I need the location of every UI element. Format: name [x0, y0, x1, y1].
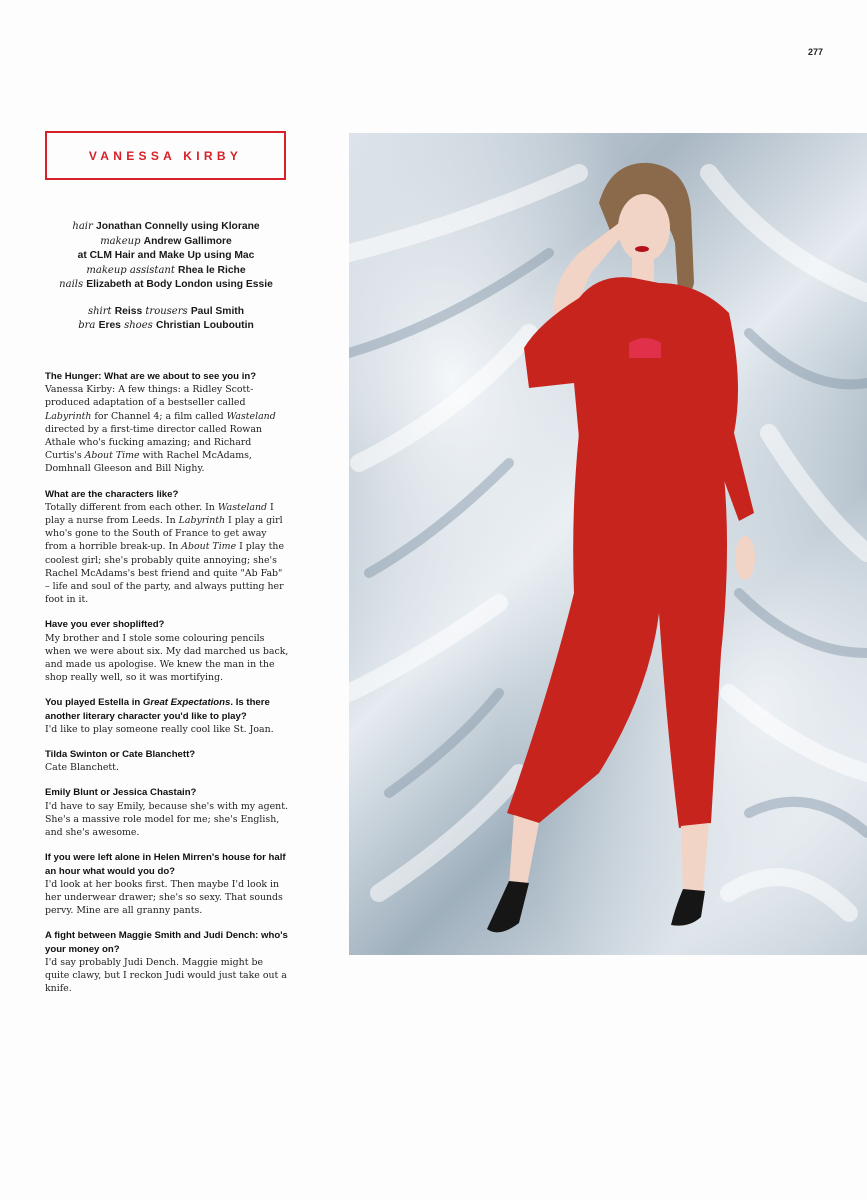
question-segment: . Is there another literary character you'd like to play?: [45, 697, 270, 722]
credit-name: Jonathan Connelly using Klorane: [95, 221, 260, 232]
question: A fight between Maggie Smith and Judi Dench: who's your money on?: [45, 930, 288, 955]
qa-item: [45, 786, 290, 839]
credit-name: Christian Louboutin: [155, 320, 254, 331]
answer-segment: directed by a first-time director called Rowan Athale who's fucking amazing; and Richard Curtis's: [45, 423, 262, 462]
interview-text: [45, 370, 290, 1007]
answer-segment: Cate Blanchett.: [45, 762, 119, 774]
answer-segment: Vanessa Kirby: A few things: a Ridley Scott-produced adaptation of a bestseller called: [45, 384, 254, 409]
qa-item: [45, 488, 290, 607]
credit-role: shirt: [87, 305, 112, 317]
credit-name: Elizabeth at Body London using Essie: [86, 279, 273, 290]
satin-fold: [359, 333, 529, 463]
credit-line: [45, 319, 287, 334]
portrait-photo: [349, 133, 867, 955]
bra: [629, 338, 661, 358]
answer-segment: for Channel 4; a film called: [91, 410, 227, 422]
credit-role: bra: [78, 320, 96, 331]
credit-line: [45, 220, 287, 235]
credit-line: [45, 305, 287, 320]
credit-name: at CLM Hair and Make Up using Mac: [77, 250, 255, 261]
answer-segment: I play the coolest girl; she's probably quite annoying; she's Rachel McAdams's best friend and quite "Ab Fab" – life and soul of the party, and always putting her foot in it.: [45, 541, 285, 606]
answer-segment: I play a nurse from Leeds. In: [45, 501, 274, 527]
answer: [45, 723, 290, 736]
name-box: [45, 131, 286, 180]
answer-segment: Totally different from each other. In: [45, 501, 218, 513]
wardrobe-credits: [45, 305, 287, 334]
question-segment: Great Expectations: [142, 697, 231, 709]
right-ankle: [681, 823, 709, 893]
satin-shadow: [739, 593, 867, 653]
qa-item: [45, 748, 290, 774]
credit-role: hair: [72, 221, 93, 232]
satin-fold: [349, 173, 579, 253]
answer-segment: Wasteland: [226, 410, 276, 422]
satin-fold: [729, 693, 867, 773]
answer-segment: I'd say probably Judi Dench. Maggie might be quite clawy, but I reckon Judi would just take out a knife.: [45, 956, 287, 995]
qa-item: [45, 618, 290, 684]
answer-segment: I'd like to play someone really cool like St. Joan.: [45, 723, 274, 735]
portrait-illustration: [349, 133, 867, 955]
photo-credits: [45, 220, 287, 334]
right-shoe: [671, 889, 705, 926]
question: [45, 696, 290, 722]
answer-segment: Labyrinth: [45, 410, 92, 422]
lips: [635, 246, 649, 252]
credit-line: [45, 249, 287, 264]
answer-segment: About Time: [181, 541, 237, 553]
credit-name: Andrew Gallimore: [143, 235, 232, 247]
answer: [45, 501, 290, 607]
page-number: 277: [808, 47, 824, 57]
hand: [735, 536, 755, 580]
credit-role: makeup assistant: [86, 264, 175, 276]
answer: [45, 956, 290, 996]
red-trousers: [507, 433, 727, 828]
credit-name: Eres: [98, 320, 121, 331]
credit-role: trousers: [145, 305, 188, 317]
answer: [45, 800, 290, 840]
credit-line: [45, 264, 287, 279]
credit-name: Paul Smith: [190, 305, 245, 317]
question-segment: You played Estella in: [45, 697, 143, 709]
answer: [45, 632, 290, 685]
satin-fold: [729, 877, 849, 913]
answer-segment: I'd look at her books first. Then maybe I'd look in her underwear drawer; she's so sexy. That sounds pervy. Mine are all granny pants.: [45, 878, 283, 917]
answer: [45, 761, 290, 774]
question: If you were left alone in Helen Mirren's house for half an hour what would you do?: [45, 852, 286, 877]
qa-item: [45, 370, 290, 476]
question: Emily Blunt or Jessica Chastain?: [45, 787, 197, 799]
satin-fold: [349, 603, 499, 693]
credit-line: [45, 235, 287, 250]
credit-line: [45, 278, 287, 293]
left-ankle: [509, 815, 539, 885]
answer: [45, 878, 290, 918]
satin-shadow: [749, 802, 867, 833]
qa-item: [45, 929, 290, 995]
left-shoe: [487, 881, 529, 932]
satin-fold: [769, 433, 867, 553]
answer: [45, 383, 290, 475]
qa-item: [45, 851, 290, 917]
styling-credits: [45, 220, 287, 293]
credit-role: nails: [59, 279, 84, 290]
credit-role: shoes: [124, 320, 153, 331]
credit-role: makeup: [100, 235, 141, 247]
question: Have you ever shoplifted?: [45, 619, 165, 631]
satin-shadow: [369, 463, 509, 573]
answer-segment: Labyrinth: [178, 515, 226, 527]
qa-item: [45, 696, 290, 736]
question: The Hunger: What are we about to see you in?: [45, 371, 257, 382]
answer-segment: I play a girl who's gone to the South of France to get away from a horrible break-up. In: [45, 515, 283, 553]
satin-shadow: [749, 333, 867, 384]
answer-segment: Wasteland: [217, 501, 267, 513]
question: Tilda Swinton or Cate Blanchett?: [45, 749, 196, 761]
satin-shadow: [389, 693, 499, 793]
interviewee-name: VANESSA KIRBY: [88, 148, 243, 163]
answer-segment: with Rachel McAdams, Domhnall Gleeson and Bill Nighy.: [45, 450, 252, 475]
satin-fold: [709, 173, 867, 293]
answer-segment: About Time: [84, 450, 140, 462]
credit-name: Rhea le Riche: [178, 264, 246, 276]
answer-segment: I'd have to say Emily, because she's with my agent. She's a massive role model for me; she's English, and she's awesome.: [45, 800, 288, 839]
credit-name: Reiss: [114, 305, 143, 317]
question: What are the characters like?: [45, 488, 179, 500]
answer-segment: My brother and I stole some colouring pencils when we were about six. My dad marched us back, and made us apologise. We knew the man in the shop really well, so it was mortifying.: [45, 632, 289, 684]
